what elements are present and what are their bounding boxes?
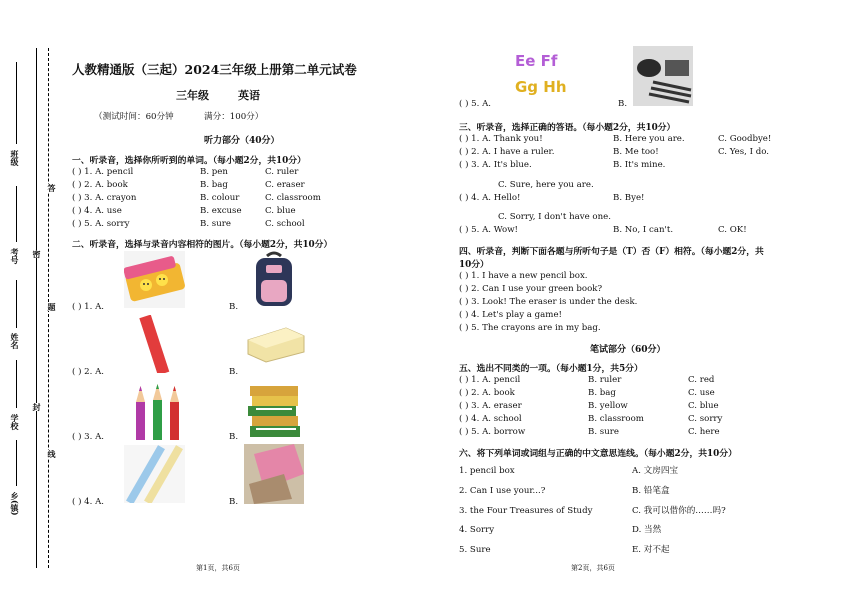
section-2-title: 二、听录音，选择与录音内容相符的图片。（每小题2分，共10分）: [72, 240, 333, 250]
fold-char-5: 线: [47, 450, 57, 458]
school-label: 学校: [10, 414, 20, 430]
books-image: [244, 378, 304, 440]
section-4-title: 四、听录音，判断下面各题与所听句子是（T）否（F）相符。（每小题2分，共: [459, 247, 764, 257]
exam-time: （测试时间：60分钟: [94, 112, 174, 122]
full-score: 满分：100分）: [204, 112, 264, 122]
ruler-image: [124, 315, 184, 373]
section-3-title: 三、听录音，选择正确的答语。（每小题2分，共10分）: [459, 123, 676, 133]
name-underline: [16, 280, 17, 328]
class-label: 班级: [10, 150, 20, 166]
brushes-inkstone-image: [633, 46, 693, 106]
subject-label: 英语: [238, 89, 260, 102]
svg-text:Gg Hh: Gg Hh: [515, 78, 567, 96]
fold-char-3: 题: [47, 303, 57, 311]
crayons-image: [128, 380, 188, 440]
name-label: 姓名: [10, 333, 20, 349]
section-4-title-continued: 10分）: [459, 260, 489, 270]
margin-solid-line: [36, 48, 37, 568]
grade-label: 三年级: [176, 89, 209, 102]
exam-title: 人教精通版（三起）2024三年级上册第二单元试卷: [72, 62, 357, 77]
township-underline: [16, 440, 17, 486]
fold-char-2: 密: [32, 250, 42, 258]
section-5-title: 五、选出不同类的一项。（每小题1分，共5分）: [459, 364, 643, 374]
listening-part-heading: 听力部分（40分）: [204, 136, 280, 146]
letters-image: [513, 46, 573, 102]
section-6-title: 六、将下列单词或词组与正确的中文意思连线。（每小题2分，共10分）: [459, 449, 737, 459]
written-part-heading: 笔试部分（60分）: [590, 345, 666, 355]
township-label: 乡(镇): [10, 492, 20, 516]
class-underline: [16, 62, 17, 144]
fold-char-4: 封: [32, 403, 42, 411]
pencil-case-bag-image: [244, 444, 304, 504]
page-footer-right: 第2页，共6页: [571, 564, 615, 572]
fold-char-1: 答: [47, 184, 57, 192]
exam-number-underline: [16, 186, 17, 242]
eraser-image: [244, 322, 306, 364]
pencil-case-image: [124, 251, 185, 308]
schoolbag-image: [252, 250, 296, 310]
page-footer-left: 第1页，共6页: [196, 564, 240, 572]
exam-number-label: 考号: [10, 248, 20, 264]
svg-text:Ee Ff: Ee Ff: [515, 52, 558, 70]
school-underline: [16, 360, 17, 408]
section-1-title: 一、听录音，选择你所听到的单词。（每小题2分，共10分）: [72, 156, 306, 166]
two-rulers-image: [124, 445, 185, 503]
